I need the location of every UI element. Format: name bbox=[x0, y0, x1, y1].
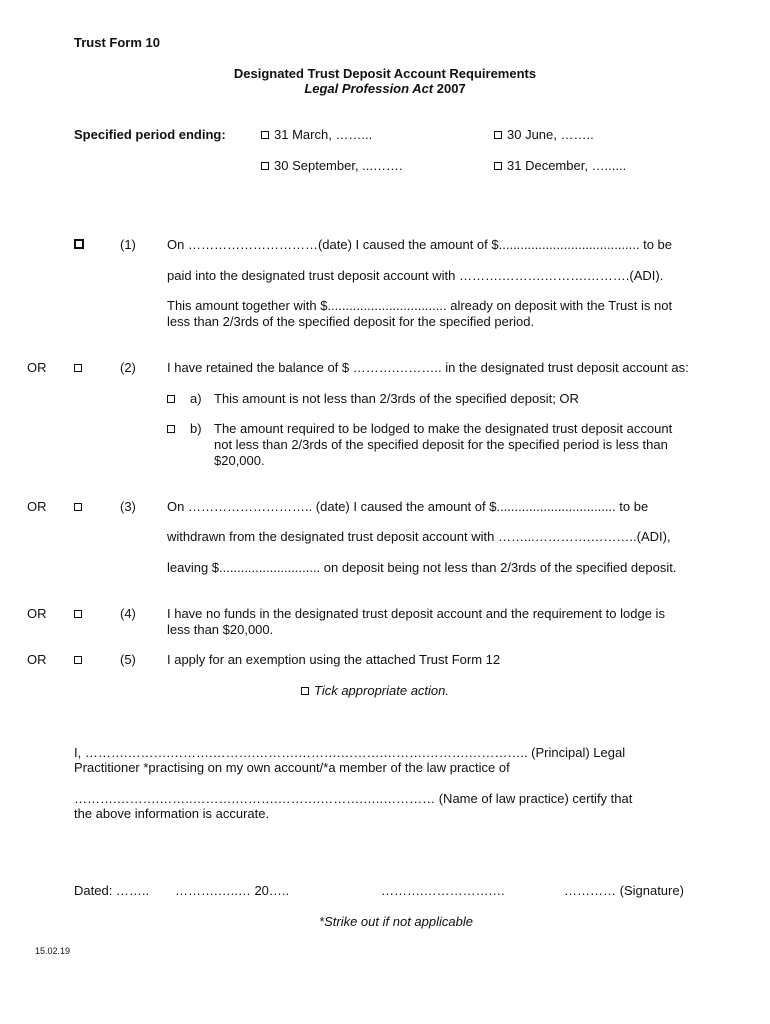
form-title: Designated Trust Deposit Account Requirements bbox=[233, 66, 537, 81]
certify-line2: Practitioner *practising on my own account/*a member of the law practice of bbox=[74, 760, 510, 775]
certify-line3: ……….……….……..……….……….……….……….…..………… (Name of law practice) certify that bbox=[74, 791, 633, 806]
item2a-text: This amount is not less than 2/3rds of the specified deposit; OR bbox=[214, 391, 579, 406]
period-option-march[interactable] bbox=[261, 127, 372, 142]
strike-note: *Strike out if not applicable bbox=[319, 914, 473, 929]
item3-line1: On ……………………….. (date) I caused the amount of $................................. to be bbox=[167, 499, 649, 514]
item2b-line3: $20,000. bbox=[214, 453, 265, 468]
checkbox-icon[interactable] bbox=[167, 395, 175, 403]
item1-line3a: This amount together with $................................. already on deposit with the Trust is not bbox=[167, 298, 673, 313]
item2b-line1: The amount required to be lodged to make the designated trust deposit account bbox=[214, 421, 673, 436]
checkbox-icon[interactable] bbox=[494, 131, 502, 139]
period-option-june[interactable] bbox=[494, 127, 594, 142]
item2-checkbox[interactable] bbox=[74, 360, 87, 375]
item4-number: (4) bbox=[120, 606, 136, 621]
item1-checkbox[interactable] bbox=[74, 237, 89, 252]
checkbox-icon[interactable] bbox=[74, 610, 82, 618]
certify-line1: I, ……….……….……….……….……….……….……….……….……….………….. (Principal) Legal bbox=[74, 745, 626, 760]
checkbox-icon bbox=[301, 687, 309, 695]
item3-number: (3) bbox=[120, 499, 136, 514]
checkbox-icon[interactable] bbox=[74, 364, 82, 372]
period-option-label: 31 December, …...... bbox=[507, 158, 627, 173]
dated-witness-field: ……….…………….… bbox=[381, 883, 506, 898]
item1-line2: paid into the designated trust deposit account with ……….……….……….……….(ADI). bbox=[167, 268, 664, 283]
item3-line2: withdrawn from the designated trust deposit account with ……...………….………..(ADI), bbox=[167, 529, 671, 544]
checkbox-icon[interactable] bbox=[494, 162, 502, 170]
period-label: Specified period ending: bbox=[74, 127, 226, 142]
checkbox-icon[interactable] bbox=[74, 503, 82, 511]
or-label: OR bbox=[27, 606, 47, 621]
signature-field: ………… (Signature) bbox=[564, 883, 684, 898]
period-option-label: 31 March, ……... bbox=[274, 127, 373, 142]
tick-note bbox=[301, 683, 449, 698]
item2-number: (2) bbox=[120, 360, 136, 375]
dated-label: Dated: …….. bbox=[74, 883, 150, 898]
item2a-label: a) bbox=[190, 391, 202, 406]
dated-date-field: ……….…..… 20….. bbox=[175, 883, 290, 898]
or-label: OR bbox=[27, 499, 47, 514]
item4-checkbox[interactable] bbox=[74, 606, 87, 621]
form-subtitle bbox=[0, 81, 770, 96]
item2-line1: I have retained the balance of $ ……….……….. in the designated trust deposit account as: bbox=[167, 360, 689, 375]
tick-note-text: Tick appropriate action. bbox=[314, 683, 450, 698]
item4-line2: less than $20,000. bbox=[167, 622, 274, 637]
checkbox-icon[interactable] bbox=[74, 656, 82, 664]
version-label: 15.02.19 bbox=[35, 946, 71, 956]
item1-line3b: less than 2/3rds of the specified deposit for the specified period. bbox=[167, 314, 535, 329]
item5-line1: I apply for an exemption using the attached Trust Form 12 bbox=[167, 652, 501, 667]
checkbox-icon[interactable] bbox=[167, 425, 175, 433]
or-label: OR bbox=[27, 652, 47, 667]
or-label: OR bbox=[27, 360, 47, 375]
period-option-label: 30 June, …….. bbox=[507, 127, 594, 142]
certify-line4: the above information is accurate. bbox=[74, 806, 270, 821]
item5-checkbox[interactable] bbox=[74, 652, 87, 667]
item1-number: (1) bbox=[120, 237, 136, 252]
act-year: 2007 bbox=[433, 81, 466, 96]
item2b-label: b) bbox=[190, 421, 202, 436]
checkbox-icon[interactable] bbox=[261, 131, 269, 139]
checkbox-icon[interactable] bbox=[261, 162, 269, 170]
item2b-checkbox[interactable] bbox=[167, 421, 180, 436]
period-option-september[interactable] bbox=[261, 158, 403, 173]
item5-number: (5) bbox=[120, 652, 136, 667]
item4-line1: I have no funds in the designated trust deposit account and the requirement to lodge is bbox=[167, 606, 665, 621]
form-label: Trust Form 10 bbox=[74, 35, 160, 50]
period-option-label: 30 September, ...……. bbox=[274, 158, 403, 173]
period-option-december[interactable] bbox=[494, 158, 626, 173]
item1-line1: On …………………………(date) I caused the amount of $....................................... to be bbox=[167, 237, 673, 252]
item2a-checkbox[interactable] bbox=[167, 391, 180, 406]
item3-line3: leaving $............................ on deposit being not less than 2/3rds of the specified deposit. bbox=[167, 560, 677, 575]
item3-checkbox[interactable] bbox=[74, 499, 87, 514]
checkbox-icon[interactable] bbox=[74, 239, 84, 249]
act-name: Legal Profession Act bbox=[304, 81, 434, 96]
item2b-line2: not less than 2/3rds of the specified deposit for the specified period is less than bbox=[214, 437, 668, 452]
